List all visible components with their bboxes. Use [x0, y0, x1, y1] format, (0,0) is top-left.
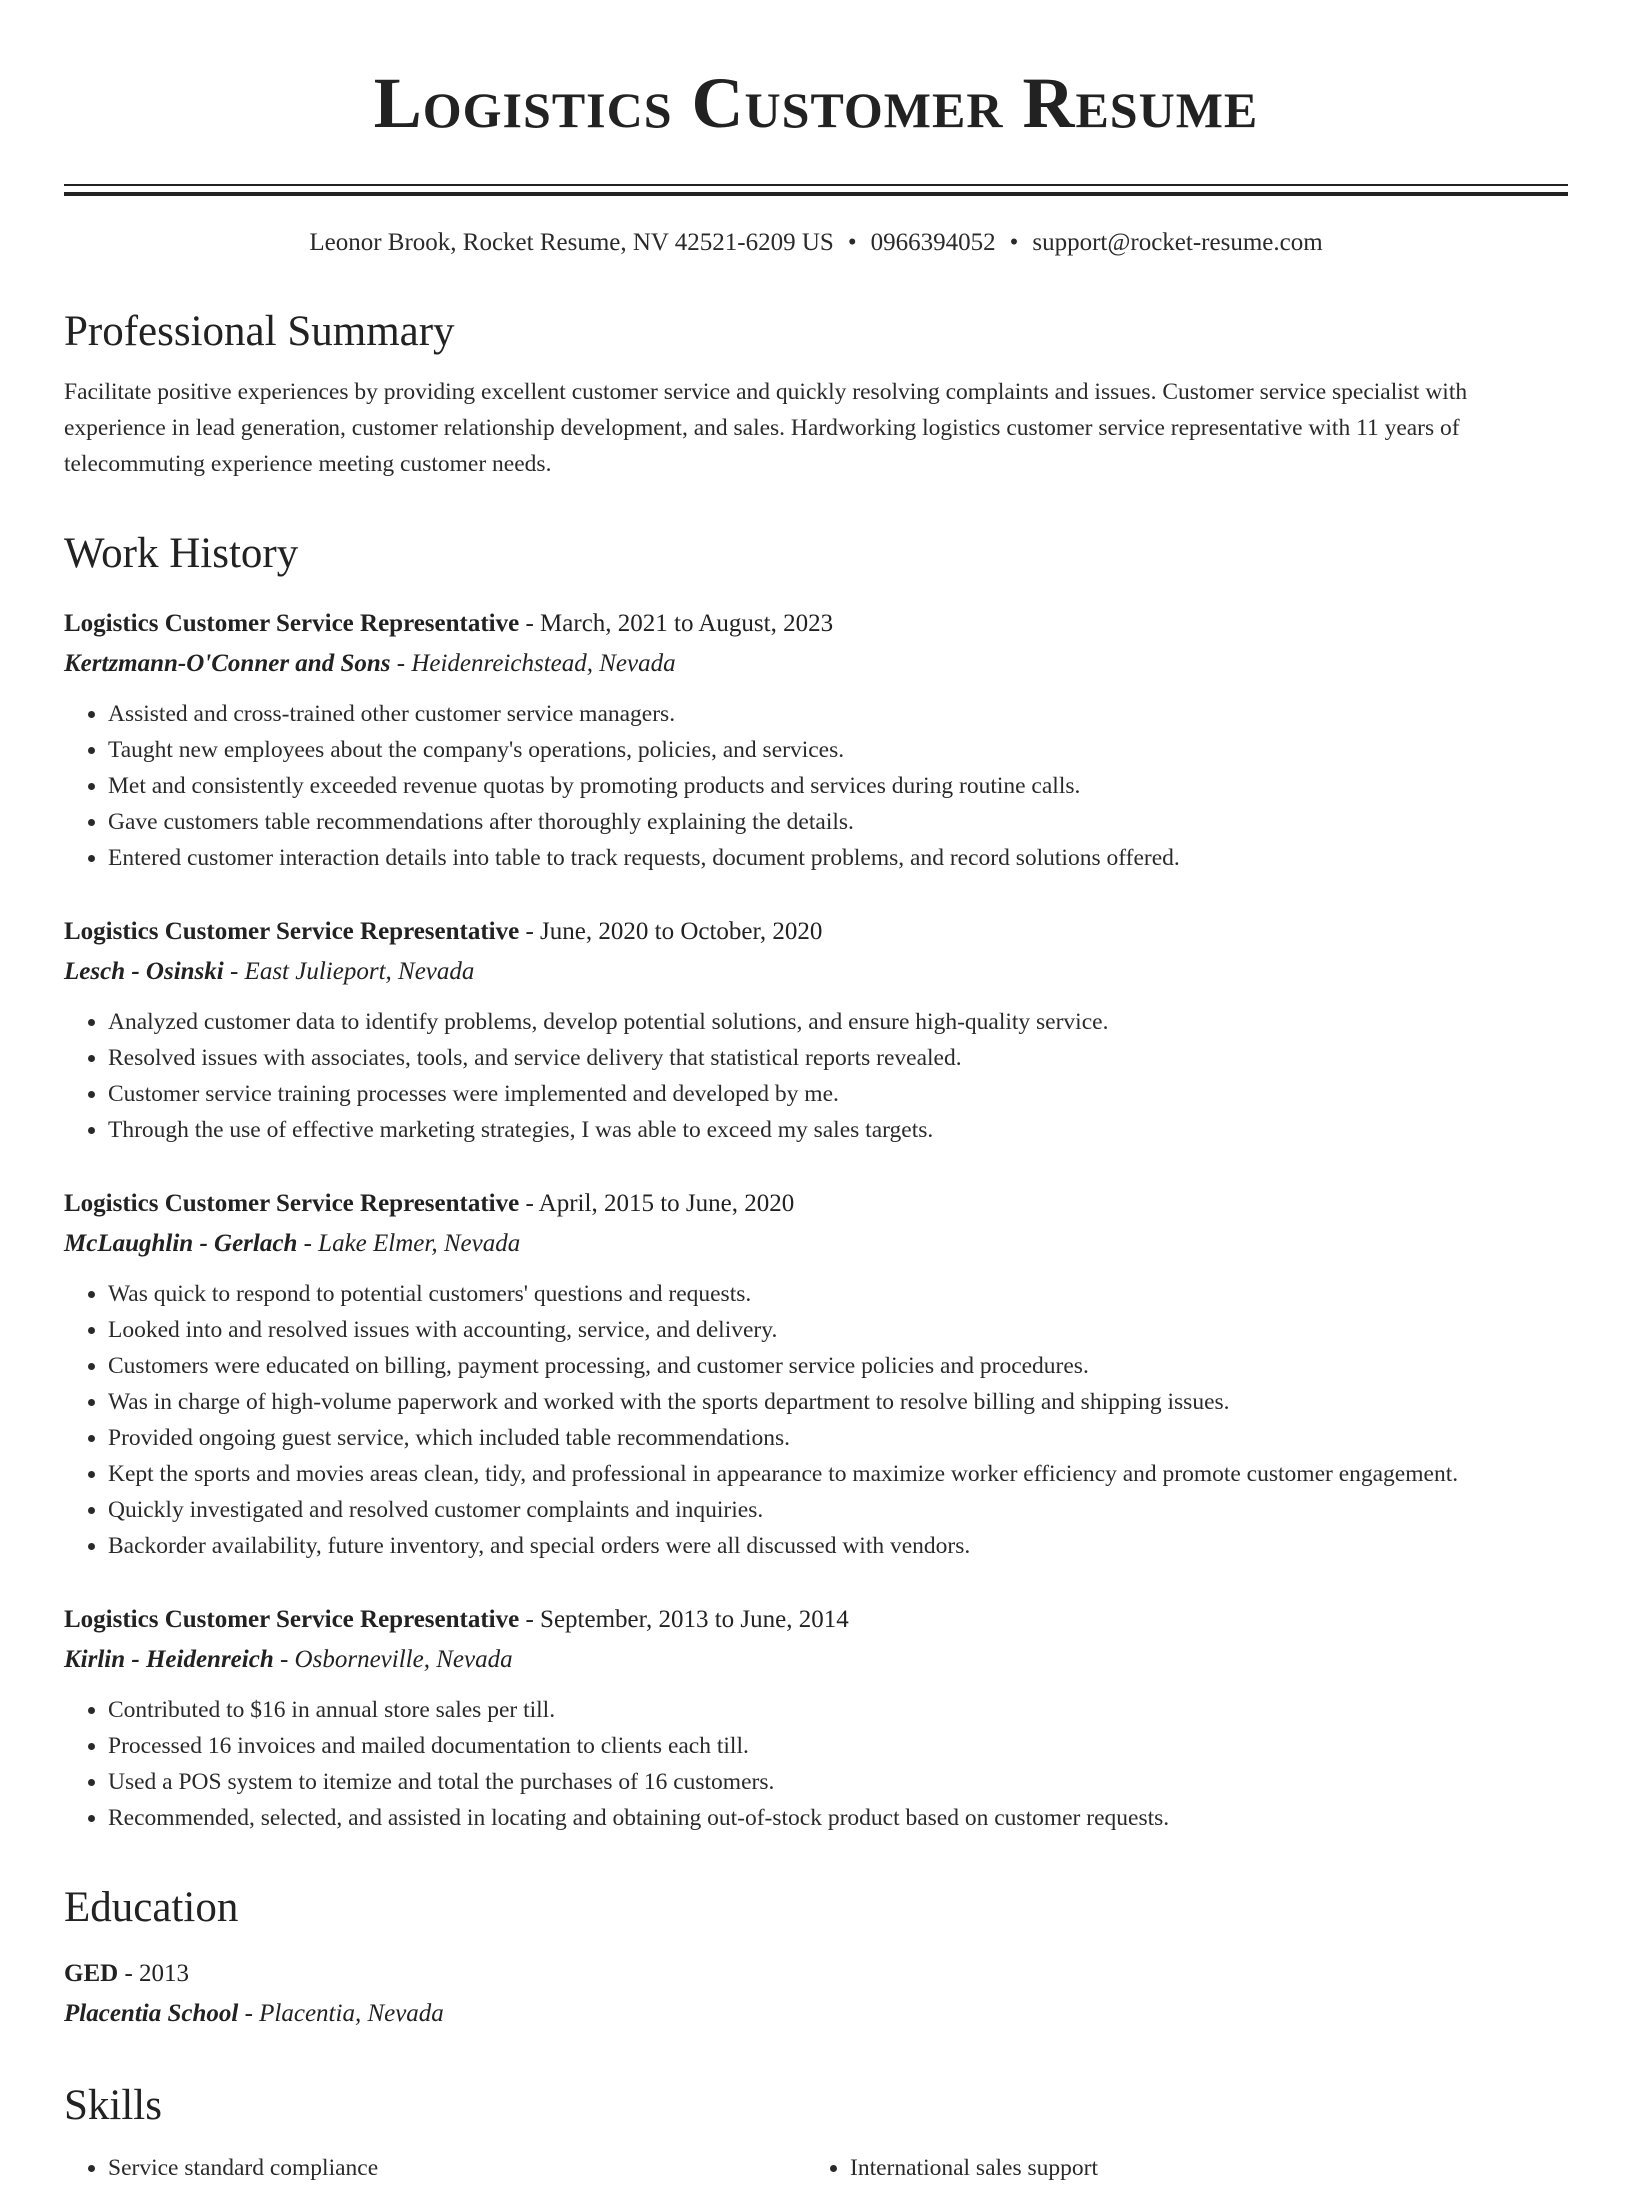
contact-email: support@rocket-resume.com: [1032, 229, 1323, 256]
list-item: • Recommended, selected, and assisted in locating and obtaining out-of-stock product based on customer requests.: [108, 1800, 1568, 1836]
job-dates: - March, 2021 to August, 2023: [519, 610, 834, 637]
job-title-line: [64, 1600, 1568, 1640]
job-company: Kertzmann-O'Conner and Sons: [64, 650, 391, 677]
job-entry: [64, 1184, 1568, 1564]
job-title-line: [64, 912, 1568, 952]
job-entry: [64, 604, 1568, 876]
title-divider-thin: [64, 184, 1568, 186]
work-history-heading: Work History: [64, 530, 299, 577]
skill-item: • Service standard compliance: [108, 2150, 850, 2186]
list-item: • Entered customer interaction details into table to track requests, document problems, and record solutions offered.: [108, 840, 1568, 876]
list-item: • Provided ongoing guest service, which included table recommendations.: [108, 1420, 1568, 1456]
contact-separator: •: [1009, 229, 1019, 256]
job-company-line: [64, 644, 1568, 684]
job-company-line: [64, 1224, 1568, 1264]
job-bullets: [64, 1004, 1568, 1148]
list-item: • Processed 16 invoices and mailed documentation to clients each till.: [108, 1728, 1568, 1764]
job-entry: [64, 1600, 1568, 1836]
contact-phone: 0966394052: [870, 229, 996, 256]
list-item: • Taught new employees about the company's operations, policies, and services.: [108, 732, 1568, 768]
list-item: • Contributed to $16 in annual store sales per till.: [108, 1692, 1568, 1728]
education-school-line: [64, 1994, 1568, 2034]
job-title: Logistics Customer Service Representative: [64, 918, 520, 945]
title-divider-thick: [64, 192, 1568, 196]
contact-address: Leonor Brook, Rocket Resume, NV 42521-6209 US: [309, 229, 834, 256]
job-company: Kirlin - Heidenreich: [64, 1646, 274, 1673]
job-dates: - April, 2015 to June, 2020: [519, 1190, 795, 1217]
contact-line: [64, 226, 1568, 260]
contact-separator: •: [847, 229, 857, 256]
education-school: Placentia School: [64, 2000, 239, 2027]
list-item: • Analyzed customer data to identify problems, develop potential solutions, and ensure high-quality service.: [108, 1004, 1568, 1040]
job-dates: - June, 2020 to October, 2020: [519, 918, 823, 945]
education-heading: Education: [64, 1884, 239, 1931]
list-item: • Customers were educated on billing, payment processing, and customer service policies and procedures.: [108, 1348, 1568, 1384]
job-company-line: [64, 1640, 1568, 1680]
list-item: • Was quick to respond to potential customers' questions and requests.: [108, 1276, 1568, 1312]
list-item: • Quickly investigated and resolved customer complaints and inquiries.: [108, 1492, 1568, 1528]
job-title-line: [64, 604, 1568, 644]
list-item: • Through the use of effective marketing strategies, I was able to exceed my sales targets.: [108, 1112, 1568, 1148]
job-company-line: [64, 952, 1568, 992]
job-title: Logistics Customer Service Representative: [64, 610, 520, 637]
resume-title: Logistics Customer Resume: [373, 63, 1259, 143]
list-item: • Resolved issues with associates, tools, and service delivery that statistical reports revealed.: [108, 1040, 1568, 1076]
job-bullets: [64, 1276, 1568, 1564]
summary-text: Facilitate positive experiences by providing excellent customer service and quickly resolving complaints and issues. Customer service specialist with experience in lead generation, customer relationship development, and sales. Hardworking logistics customer service representative with 11 years of telecommuting experience meeting customer needs.: [64, 379, 1468, 477]
skills-list: [64, 2150, 1568, 2186]
job-entry: [64, 912, 1568, 1148]
job-company: McLaughlin - Gerlach: [64, 1230, 298, 1257]
job-bullets: [64, 1692, 1568, 1836]
job-bullets: [64, 696, 1568, 876]
list-item: • Customer service training processes were implemented and developed by me.: [108, 1076, 1568, 1112]
education-degree-line: [64, 1954, 1568, 1994]
education-degree: GED: [64, 1960, 119, 1987]
job-location: - Lake Elmer, Nevada: [297, 1230, 521, 1257]
job-title: Logistics Customer Service Representative: [64, 1190, 520, 1217]
list-item: • Gave customers table recommendations after thoroughly explaining the details.: [108, 804, 1568, 840]
summary-heading: Professional Summary: [64, 308, 455, 355]
job-location: - Osborneville, Nevada: [273, 1646, 513, 1673]
skill-item: • International sales support: [850, 2150, 1592, 2186]
education-location: - Placentia, Nevada: [238, 2000, 444, 2027]
list-item: • Met and consistently exceeded revenue quotas by promoting products and services during routine calls.: [108, 768, 1568, 804]
job-location: - Heidenreichstead, Nevada: [390, 650, 676, 677]
job-title-line: [64, 1184, 1568, 1224]
list-item: • Looked into and resolved issues with accounting, service, and delivery.: [108, 1312, 1568, 1348]
list-item: • Used a POS system to itemize and total the purchases of 16 customers.: [108, 1764, 1568, 1800]
education-entry: [64, 1954, 1568, 2034]
job-location: - East Julieport, Nevada: [223, 958, 475, 985]
job-company: Lesch - Osinski: [64, 958, 224, 985]
list-item: • Backorder availability, future inventory, and special orders were all discussed with vendors.: [108, 1528, 1568, 1564]
education-year: - 2013: [118, 1960, 190, 1987]
job-dates: - September, 2013 to June, 2014: [519, 1606, 849, 1633]
list-item: • Was in charge of high-volume paperwork and worked with the sports department to resolve billing and shipping issues.: [108, 1384, 1568, 1420]
list-item: • Assisted and cross-trained other customer service managers.: [108, 696, 1568, 732]
skills-heading: Skills: [64, 2082, 162, 2129]
job-title: Logistics Customer Service Representative: [64, 1606, 520, 1633]
list-item: • Kept the sports and movies areas clean, tidy, and professional in appearance to maximize worker efficiency and promote customer engagement.: [108, 1456, 1568, 1492]
